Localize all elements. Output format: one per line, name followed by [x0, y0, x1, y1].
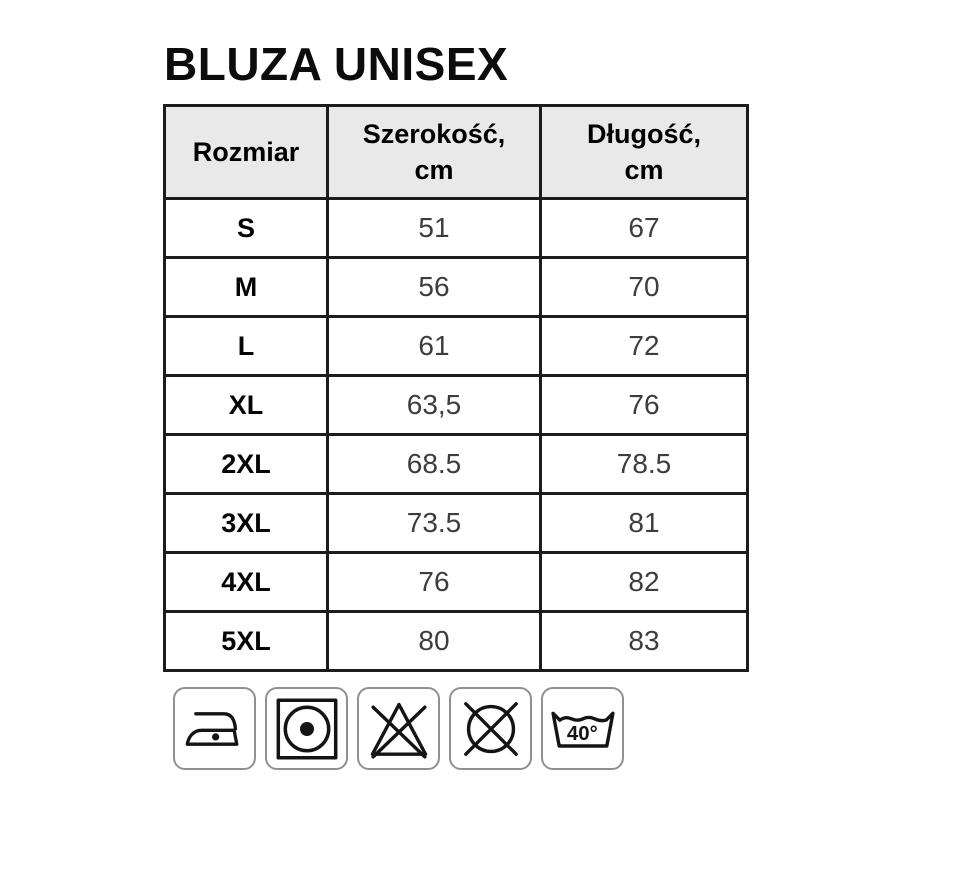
tumble-dry-icon	[272, 694, 342, 764]
length-value-cell: 76	[541, 376, 748, 435]
size-cell: S	[165, 199, 328, 258]
length-value-cell: 83	[541, 612, 748, 671]
size-table	[163, 104, 749, 672]
length-value-cell: 67	[541, 199, 748, 258]
width-value-cell: 68.5	[328, 435, 541, 494]
table-row	[165, 612, 748, 671]
size-cell: 5XL	[165, 612, 328, 671]
header-cell-length	[541, 106, 748, 199]
wash-40-icon	[549, 695, 617, 763]
table-row	[165, 317, 748, 376]
width-value-cell: 76	[328, 553, 541, 612]
header-width-unit: cm	[414, 155, 454, 186]
table-row	[165, 553, 748, 612]
header-size-label: Rozmiar	[192, 137, 300, 168]
header-cell-width	[328, 106, 541, 199]
width-value-cell: 51	[328, 199, 541, 258]
header-length-unit: cm	[624, 155, 664, 186]
care-icon-box-iron	[173, 687, 256, 770]
length-value-cell: 78.5	[541, 435, 748, 494]
size-cell: 3XL	[165, 494, 328, 553]
width-value-cell: 56	[328, 258, 541, 317]
width-value-cell: 61	[328, 317, 541, 376]
table-row	[165, 376, 748, 435]
length-value-cell: 81	[541, 494, 748, 553]
header-row	[165, 106, 748, 199]
header-width-label: Szerokość,	[362, 119, 506, 150]
care-icon-box-tumble-dry	[265, 687, 348, 770]
do-not-dry-clean-icon	[457, 695, 525, 763]
size-cell: M	[165, 258, 328, 317]
size-cell: 4XL	[165, 553, 328, 612]
length-value-cell: 72	[541, 317, 748, 376]
length-value-cell: 70	[541, 258, 748, 317]
width-value-cell: 80	[328, 612, 541, 671]
wash-temperature-label: 40°	[566, 722, 598, 745]
care-icon-box-do-not-dry-clean	[449, 687, 532, 770]
iron-icon	[182, 696, 248, 762]
width-value-cell: 63,5	[328, 376, 541, 435]
width-value-cell: 73.5	[328, 494, 541, 553]
table-row	[165, 435, 748, 494]
length-value-cell: 82	[541, 553, 748, 612]
table-row	[165, 258, 748, 317]
care-icon-box-wash-40	[541, 687, 624, 770]
header-cell-size	[165, 106, 328, 199]
header-length-label: Długość,	[586, 119, 701, 150]
care-icons-row	[173, 687, 960, 770]
size-cell: 2XL	[165, 435, 328, 494]
size-cell: L	[165, 317, 328, 376]
table-row	[165, 494, 748, 553]
do-not-bleach-icon	[365, 695, 433, 763]
size-cell: XL	[165, 376, 328, 435]
page-title: BLUZA UNISEX	[164, 38, 509, 90]
care-icon-box-do-not-bleach	[357, 687, 440, 770]
table-row	[165, 199, 748, 258]
